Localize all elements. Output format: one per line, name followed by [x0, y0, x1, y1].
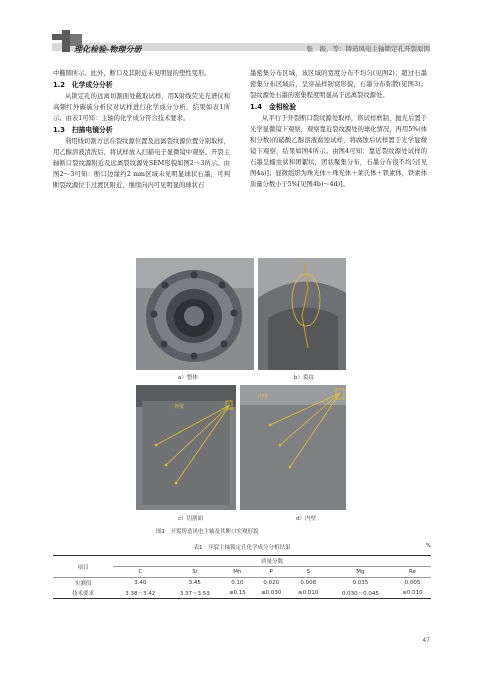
table-unit: % — [425, 543, 431, 549]
heading-1-3: 1.3 扫描电镜分析 — [53, 126, 113, 134]
table-row-label: 技术要求 — [71, 591, 94, 597]
table-cell: 3.37～3.53 — [179, 591, 210, 597]
journal-section-title: 理化检验-物理分册 — [74, 45, 142, 54]
table-row — [53, 578, 431, 589]
table-cell: ≤0.010 — [402, 590, 423, 596]
figure-b-crack-photo — [258, 258, 346, 370]
figure-a-label: a）整体 — [178, 375, 198, 381]
paragraph-continued: 墨密集分布区域，该区域的宽度分布不均匀(见图2)；超过石墨密集分布区域后，呈穿晶样韧窝形貌，石墨分布弥散(见图3)。裂纹源处石墨的密集程度明显高于远离裂纹源处。 — [250, 70, 427, 99]
paragraph-1-2: 从锁定孔的远离切割面处截取试样，用X射线荧光光谱仪和高频红外碳硫分析仪对试样进行化学成分分析，结果如表1所示。由表1可知：主轴的化学成分符合技术要求。 — [53, 93, 230, 122]
table-cell: ≤0.030 — [261, 590, 282, 596]
figure-c-overlay-label: 外壁 — [174, 404, 185, 410]
figure-1-caption: 图1 开裂铸造风电主轴及其断口宏观形貌 — [156, 529, 259, 535]
chemical-composition-table — [53, 555, 431, 599]
table-col-header: C — [138, 569, 143, 575]
figure-c-cut-surface-photo — [136, 385, 236, 510]
table-header-mass-fraction: 质量分数 — [113, 556, 431, 567]
running-head: 张 振，等：铸造风电主轴锁定孔开裂原因 — [306, 45, 430, 53]
figure-d-label: d）内壁 — [296, 516, 316, 522]
table-col-header: S — [306, 569, 310, 575]
left-column — [53, 68, 230, 191]
table-cell: 0.008 — [300, 580, 317, 586]
figure-a-overall-photo — [136, 258, 254, 370]
table-col-header: Mn — [233, 569, 242, 575]
table-col-header: P — [269, 569, 273, 575]
figure-d-inner-wall-photo — [240, 385, 346, 510]
table-caption-text: 表1 开裂主轴锁定孔化学成分分析结果 — [193, 545, 291, 551]
page-number: 47 — [422, 637, 430, 644]
table-cell: 0.020 — [263, 580, 280, 586]
paragraph-1-4: 从平行于开裂断口裂纹源处取样，将试样磨制、抛光后置于光学显微镜下观察，观察靠近裂纹源处的球化情况，再用5%(体积分数)的硝酸乙醇溶液腐蚀试样，将腐蚀后试样置于光学显微镜下观察，结果如图4所示。由图4可知：靠近裂纹源处试样的石墨呈蠕虫状和团絮状，团状聚集分布，石墨分布很不均匀[见图4a)]；显微组织为珠光体＋珠光体＋莱氏体＋铁素体，铁素体质量分数小于5%[见图4b)～4d)]。 — [250, 115, 427, 188]
table-cell: 3.40 — [134, 580, 147, 586]
table-col-header: Si — [192, 569, 198, 575]
table-row-label: 实测值 — [74, 581, 92, 587]
heading-1-2: 1.2 化学成分分析 — [53, 81, 113, 89]
figure-c-label: c）切割面 — [178, 516, 204, 522]
table-row — [53, 588, 431, 599]
figure-d-overlay-label: 内壁 — [258, 394, 269, 400]
heading-1-4: 1.4 金相检验 — [250, 103, 297, 111]
right-column — [250, 68, 427, 190]
table-1-caption — [53, 543, 431, 551]
table-header-project: 项目 — [77, 564, 89, 571]
table-col-header: Re — [408, 569, 416, 575]
table-cell: 3.45 — [188, 580, 201, 586]
table-cell: ≤0.15 — [228, 590, 246, 596]
table-cell: 0.005 — [404, 580, 421, 586]
table-cell: 0.030～0.045 — [341, 591, 379, 597]
table-col-header: Mg — [356, 569, 365, 575]
figure-b-label: b）裂纹 — [294, 375, 314, 381]
paragraph-intro: 中椭圆所示。此外，断口及其附近未见明显的塑性变形。 — [53, 70, 211, 77]
table-cell: 0.035 — [352, 580, 369, 586]
table-cell: 3.38～3.42 — [125, 591, 156, 597]
table-cell: 0.10 — [231, 580, 244, 586]
paragraph-1-3: 利用线切割方法在裂纹源位置及远离裂纹源位置分别取样，用乙醇溶液清洗后，将试样放入扫描电子显微镜中观察。开裂主轴断口裂纹源附近及远离裂纹源处SEM形貌如图2～3所示。由图2～3可知：断口边缘约2 mm区域未见明显球状石墨，可判断裂纹源位于过渡区附近，继续向内可见明显的球状石 — [53, 138, 230, 189]
table-cell: ≤0.010 — [298, 590, 319, 596]
